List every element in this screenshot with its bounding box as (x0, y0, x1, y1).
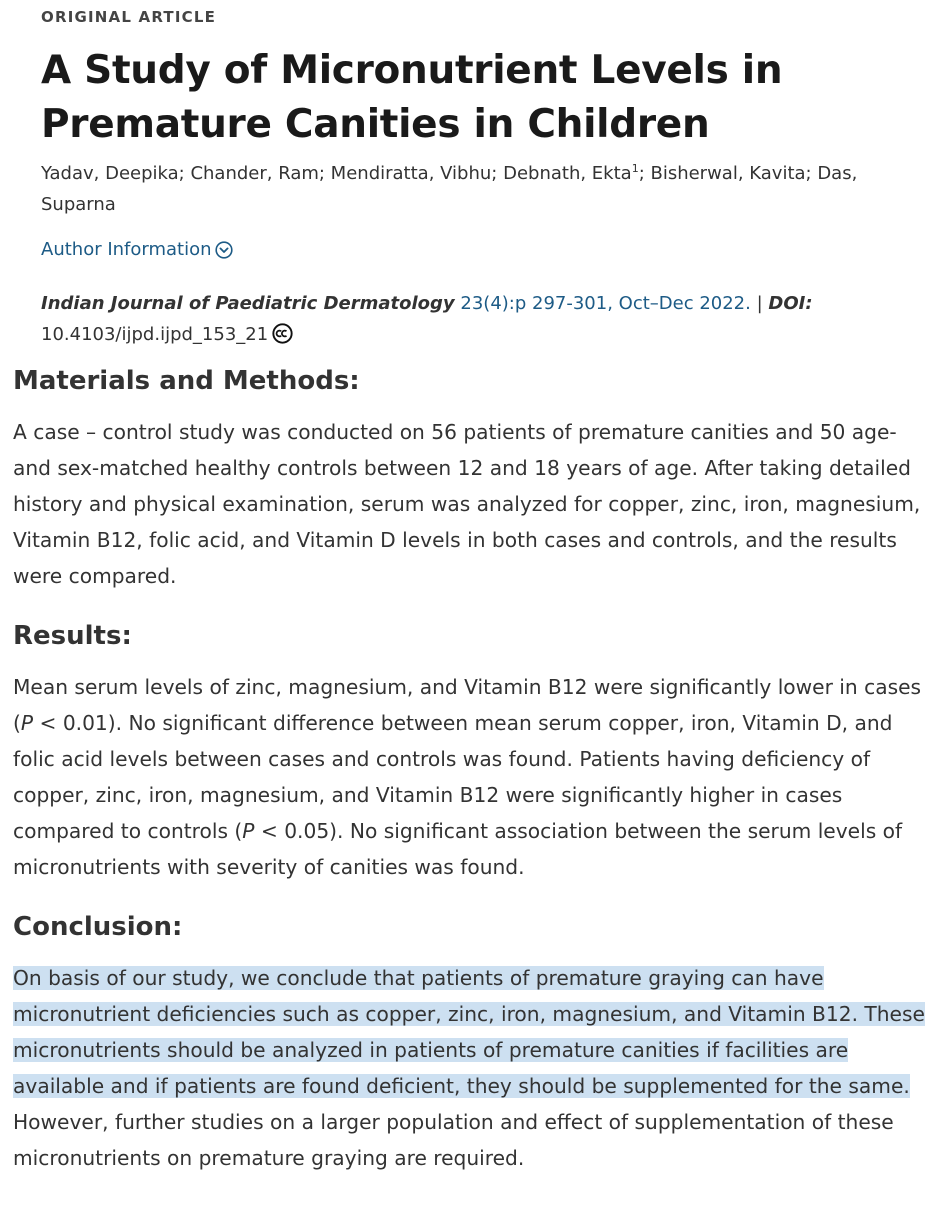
results-text (13, 669, 925, 885)
author-information-label[interactable]: Author Information (41, 239, 212, 260)
conclusion-highlighted-text[interactable]: On basis of our study, we conclude that patients of premature graying can have micronutrient deficiencies such as copper, zinc, iron, magnesium, and Vitamin B12. These micronutrients should be analyzed in patients of premature canities if facilities are available and if patients are found deficient, they should be supplemented for the same. (13, 966, 925, 1098)
conclusion-text (13, 960, 925, 1176)
citation-separator: | (756, 293, 763, 314)
article-title: A Study of Micronutrient Levels in Premature Canities in Children (41, 48, 783, 147)
results-text-part-c: < 0.05). No significant association between the serum levels of micronutrients with severity of canities was found. (13, 819, 903, 879)
methods-text: A case – control study was conducted on 56 patients of premature canities and 50 age- and sex-matched healthy controls between 12 and 18 years of age. After taking detailed history and physical examination, serum was analyzed for copper, zinc, iron, magnesium, Vitamin B12, folic acid, and Vitamin D levels in both cases and controls, and the results were compared. (13, 420, 921, 588)
results-text-part-b: < 0.01). No significant difference between mean serum copper, iron, Vitamin D, and folic acid levels between cases and controls was found. Patients having deficiency of copper, zinc, iron, magnesium, and Vitamin B12 were significantly higher in cases compared to controls ( (13, 711, 893, 843)
p-value-symbol: P (20, 711, 34, 735)
results-heading: Results: (13, 621, 132, 651)
chevron-down-circle-icon[interactable] (215, 241, 233, 259)
doi-label: DOI: (768, 293, 813, 314)
citation-line (41, 288, 901, 350)
author-names-continued[interactable]: ; Bisherwal, Kavita; Das, Suparna (41, 163, 858, 215)
p-value-symbol: P (242, 819, 255, 843)
author-list (41, 158, 911, 220)
results-text-part-a: Mean serum levels of zinc, magnesium, and Vitamin B12 were significantly lower in cases ( (13, 675, 922, 735)
author-names[interactable]: Yadav, Deepika; Chander, Ram; Mendiratta, Vibhu; Debnath, Ekta (41, 163, 632, 184)
article-type-label: ORIGINAL ARTICLE (41, 8, 217, 26)
conclusion-heading: Conclusion: (13, 912, 183, 942)
creative-commons-icon (272, 323, 293, 344)
methods-heading: Materials and Methods: (13, 366, 360, 396)
doi-value[interactable]: 10.4103/ijpd.ijpd_153_21 (41, 324, 269, 345)
journal-name: Indian Journal of Paediatric Dermatology (41, 293, 455, 314)
author-information-toggle[interactable] (41, 237, 233, 263)
affiliation-superscript: 1 (631, 162, 639, 175)
volume-issue-link[interactable]: 23(4):p 297-301, Oct–Dec 2022. (460, 293, 751, 314)
conclusion-remaining-text: However, further studies on a larger population and effect of supplementation of these micronutrients on premature graying are required. (13, 1110, 894, 1170)
